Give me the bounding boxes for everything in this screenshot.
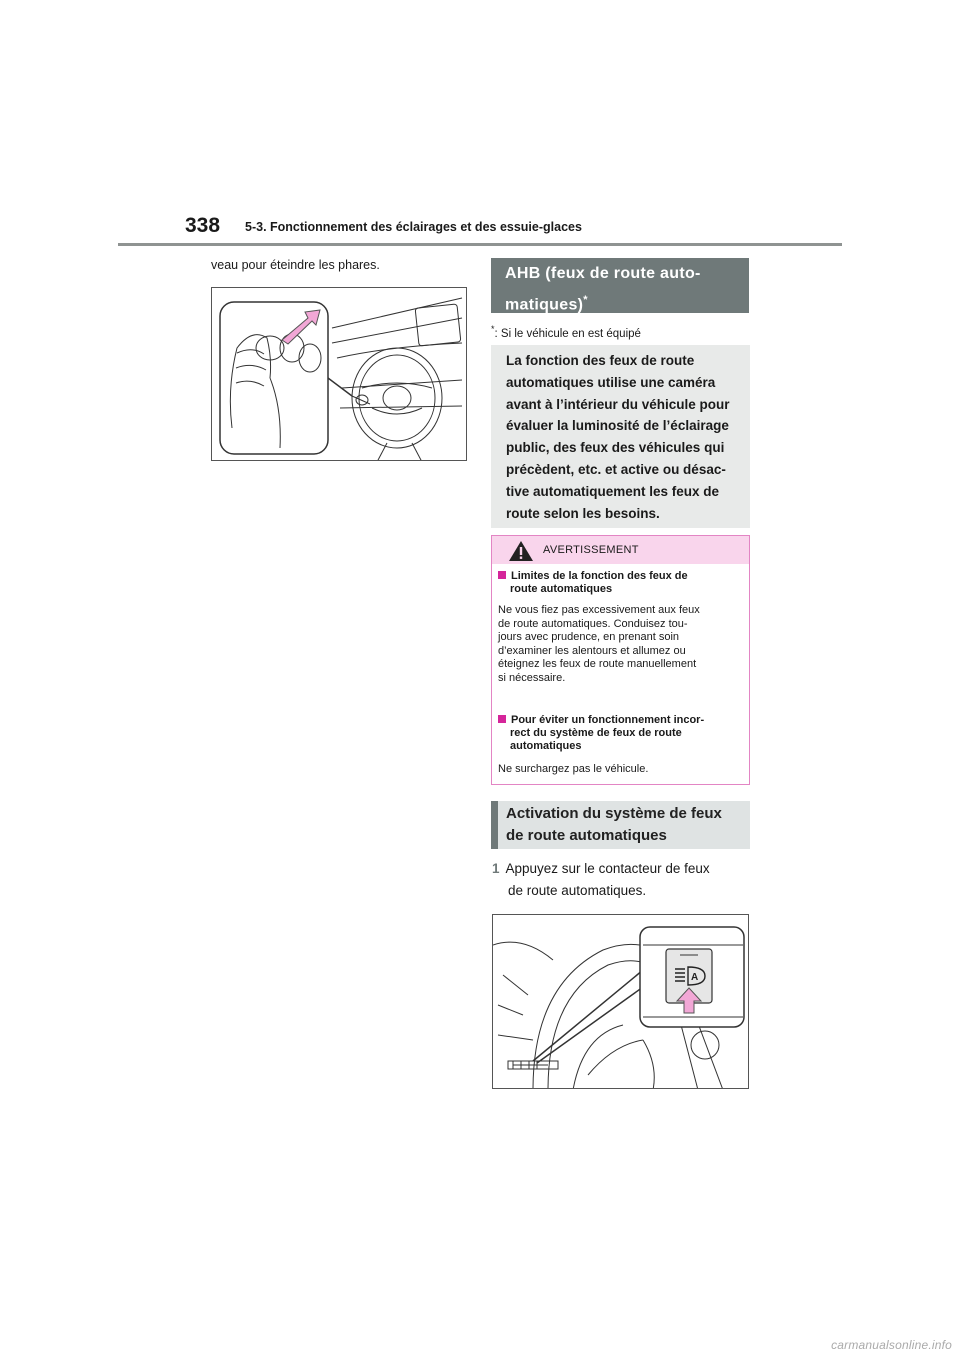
step-1-line2: de route automatiques.: [508, 883, 647, 898]
summary-line: évaluer la luminosité de l’éclairage: [506, 418, 729, 434]
ahb-switch-drawing: [493, 915, 749, 1089]
activation-section-heading: [491, 801, 750, 849]
summary-line: automatiques utilise une caméra: [506, 374, 716, 390]
dashboard-lever-drawing: [212, 288, 467, 461]
item1-body-line: Ne vous fiez pas excessivement aux feux: [498, 604, 700, 616]
item2-title-line2: rect du système de feux de route: [510, 727, 682, 739]
ahb-summary-box: [491, 345, 750, 528]
item1-body-line: éteignez les feux de route manuellement: [498, 658, 697, 671]
summary-line: avant à l’intérieur du véhicule pour: [506, 396, 730, 412]
page-number: 338: [185, 214, 221, 237]
item2-title-line3: automatiques: [510, 740, 582, 752]
item1-title-line1: Limites de la fonction des feux de: [511, 570, 688, 582]
summary-line: précèdent, etc. et active ou désac-: [506, 461, 726, 477]
ahb-switch-illustration: [492, 914, 749, 1089]
section-title: 5-3. Fonctionnement des éclairages et des essuie-glaces: [245, 220, 582, 234]
ahb-heading-star: *: [583, 294, 588, 306]
summary-line: route selon les besoins.: [506, 505, 660, 521]
ahb-section-heading: [491, 258, 749, 313]
auto-a-glyph: A: [691, 972, 699, 983]
item1-body-line: jours avec prudence, en prenant soin: [498, 631, 680, 644]
pink-square-bullet-icon: [498, 715, 506, 723]
warning-title: AVERTISSEMENT: [543, 544, 639, 556]
item1-body-line: d’examiner les alentours et allumez ou: [498, 644, 686, 657]
warning-item-1-title: [498, 570, 688, 596]
ahb-heading-line1: AHB (feux de route auto-: [505, 265, 701, 282]
footnote-star: *: [491, 324, 495, 334]
summary-line: La fonction des feux de route: [506, 353, 695, 368]
warning-triangle-icon: [508, 540, 534, 562]
activation-heading-line1: Activation du système de feux: [506, 805, 722, 822]
warning-header: [492, 536, 749, 564]
pink-square-bullet-icon: [498, 571, 506, 579]
item1-body-line: de route automatiques. Conduisez tou-: [498, 617, 688, 630]
warning-item-2-title: [498, 714, 704, 753]
item1-title-line2: route automatiques: [510, 583, 613, 595]
equipment-footnote: [491, 324, 641, 340]
continuation-text: veau pour éteindre les phares.: [211, 258, 380, 272]
warning-item-2-body: Ne surchargez pas le véhicule.: [498, 763, 649, 775]
headlight-lever-illustration: [211, 287, 467, 461]
warning-box: [491, 535, 750, 785]
warning-item-1-body: [498, 604, 700, 686]
item2-title-line1: Pour éviter un fonctionnement incor-: [511, 714, 705, 726]
footnote-text: : Si le véhicule en est équipé: [494, 327, 641, 340]
item1-body-line: si nécessaire.: [498, 671, 566, 684]
footer-site-logo: carmanualsonline.info: [831, 1338, 952, 1352]
summary-line: public, des feux des véhicules qui: [506, 440, 725, 456]
step-1: [492, 858, 710, 902]
summary-line: tive automatiquement les feux de: [506, 483, 720, 499]
header-divider: [118, 243, 842, 246]
activation-heading-line2: de route automatiques: [506, 827, 667, 844]
ahb-heading-line2: matiques): [505, 296, 584, 314]
step-1-line1: Appuyez sur le contacteur de feux: [505, 861, 710, 876]
step-number: 1: [492, 861, 500, 876]
